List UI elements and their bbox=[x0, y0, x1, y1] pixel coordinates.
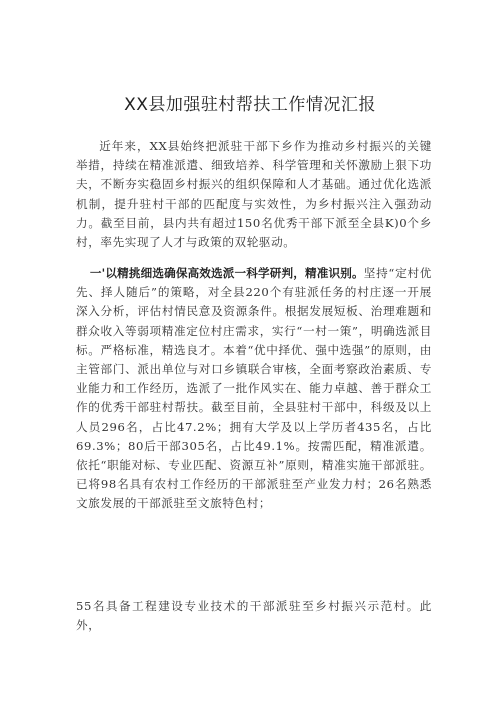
paragraph-continuation: 55名具备工程建设专业技术的干部派驻至乡村振兴示范村。此外， bbox=[76, 599, 432, 633]
section-one-body: 坚持“定村优先、择人随后”的策略，对全县220个有驻派任务的村庄逐一开展深入分析，评估村情民意及资源条件。根据发展短板、治理难题和群众收入等弱项精准定位村庄需求，实行“一村一策”，明确选派目标。严格标准，精选良才。本着“优中择优、强中选强”的原则，由主管部门、派出单位与对口乡镇联合审核，全面考察政治素质、专业能力和工作经历，选派了一批作风实在、能力卓越、善于群众工作的优秀干部驻村帮扶。截至目前，全县驻村干部中，科级及以上人员296名，占比47.2%；拥有大学及以上学历者435名，占比69.3%；80后干部305名，占比49.1%。按需匹配，精准派遣。依托“职能对标、专业匹配、资源互补”原则，精准实施干部派驻。已将98名具有农村工作经历的干部派驻至产业发力村；26名熟悉文旅发展的干部派驻至文旅特色村； bbox=[76, 266, 432, 511]
paragraph-section-one bbox=[76, 264, 432, 514]
document-title: XX县加强驻村帮扶工作情况汇报 bbox=[124, 95, 376, 115]
section-one-heading: 一'以精挑细选确保高效选派一科学研判，精准识别。 bbox=[89, 266, 364, 280]
paragraph-intro: 近年来，XX县始终把派驻干部下乡作为推动乡村振兴的关键举措，持续在精准派遣、细致培养、科学管理和关怀激励上狠下功夫，不断夯实稳固乡村振兴的组织保障和人才基础。通过优化选派机制，提升驻村干部的匹配度与实效性，为乡村振兴注入强劲动力。截至目前，县内共有超过150名优秀干部下派至全县K)0个乡村，率先实现了人才与政策的双轮驱动。 bbox=[76, 139, 432, 250]
